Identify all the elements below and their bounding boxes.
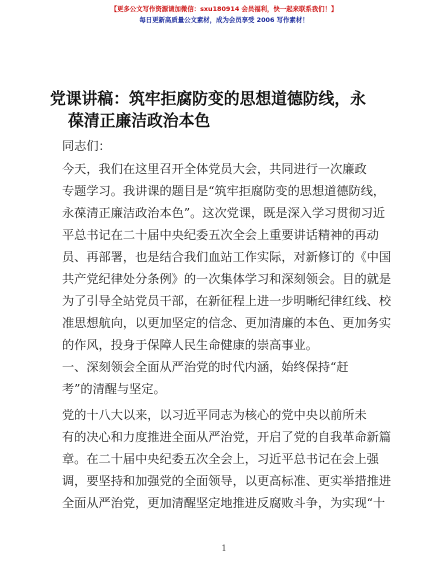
body-line: 章。在二十届中央纪委五次全会上，习近平总书记在会上强 [62, 452, 379, 466]
body-line: 准思想航向，以更加坚定的信念、更加清廉的本色、更加务实 [62, 316, 392, 330]
body-line: 平总书记在二十届中央纪委五次全会上重要讲话精神的再动 [62, 228, 379, 242]
section-heading-line: 考”的清醒与坚定。 [62, 382, 166, 396]
banner-line-1: 【更多公文写作资源请加微信：sxu180914 会员福利，快一起来联系我们！】 [110, 5, 338, 13]
document-title [50, 88, 400, 132]
title-line-1: 党课讲稿：筑牢拒腐防变的思想道德防线，永 [50, 89, 366, 108]
body-line: 为了引导全站党员干部，在新征程上进一步明晰纪律红线、校 [62, 294, 392, 308]
section-heading-line: 一、深刻领会全面从严治党的时代内涵，始终保持“赶 [62, 360, 349, 374]
body-line: 共产党纪律处分条例》的一次集体学习和深刻领会。目的就是 [62, 272, 392, 286]
page-number: 1 [221, 544, 227, 553]
banner-line-2: 每日更新高质量公文素材，成为会员享受 2006 写作素材！ [139, 16, 309, 24]
salutation: 同志们： [62, 139, 111, 153]
body-line: 调，要坚持和加强党的全面领导，以更高标准、更实举措推进 [62, 474, 392, 488]
body-line: 永葆清正廉洁政治本色”。这次党课，既是深入学习贯彻习近 [62, 206, 386, 220]
body-line: 员、再部署，也是结合我们血站工作实际，对新修订的《中国 [62, 250, 392, 264]
body-line: 今天，我们在这里召开全体党员大会，共同进行一次廉政 [62, 162, 367, 176]
body-line: 全面从严治党，更加清醒坚定地推进反腐败斗争，为实现“十 [62, 496, 386, 510]
document-body [62, 158, 392, 514]
body-line: 党的十八大以来，以习近平同志为核心的党中央以前所未 [62, 408, 367, 422]
body-line: 有的决心和力度推进全面从严治党，开启了党的自我革命新篇 [62, 430, 392, 444]
body-line: 的作风，投身于保障人民生命健康的崇高事业。 [62, 338, 318, 352]
title-line-2: 葆清正廉洁政治本色 [68, 111, 211, 130]
body-line: 专题学习。我讲课的题目是“筑牢拒腐防变的思想道德防线， [62, 184, 386, 198]
promo-banner [0, 4, 448, 26]
